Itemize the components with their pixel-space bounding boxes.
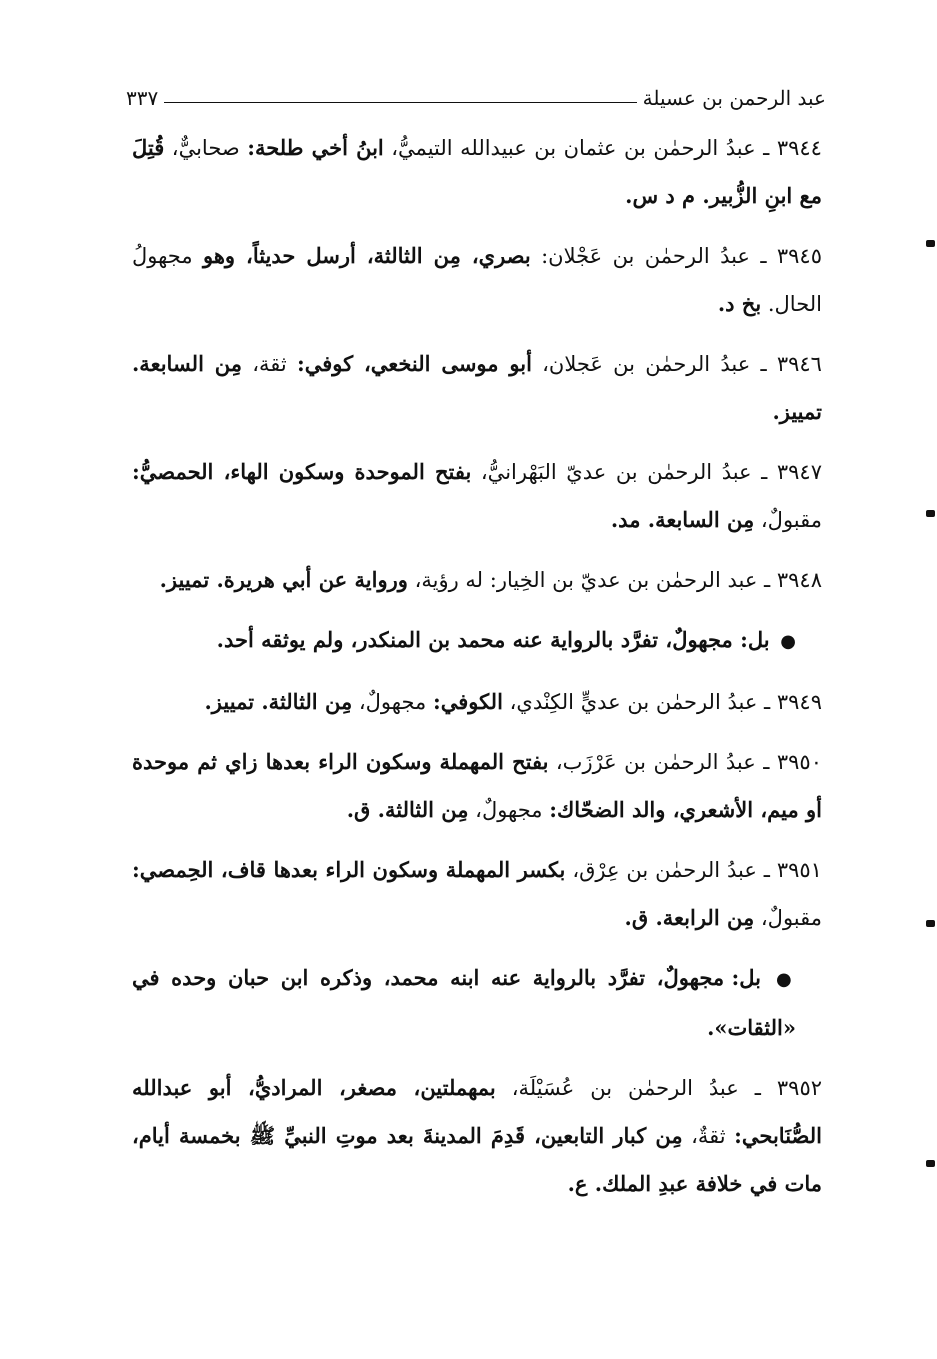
entry-number: ٣٩٥١ [776, 858, 822, 882]
header-title: عبد الرحمن بن عسيلة [642, 86, 826, 110]
entry-3947 [132, 448, 822, 544]
entry-grade: مجهولٌ، [475, 798, 543, 822]
entry-number: ٣٩٥٢ [776, 1076, 823, 1100]
entry-tail: مِن الرابعة. ق. [624, 905, 755, 930]
editor-note [132, 616, 822, 666]
bullet-icon: ● [780, 631, 796, 652]
entry-grade: مجهولٌ، [358, 690, 427, 714]
entry-tail: بخ د. [717, 291, 762, 316]
entry-number: ٣٩٤٧ [776, 460, 822, 484]
entry-name: ـ عبدُ الرحمٰن بن عَجْلان: [541, 244, 767, 268]
entry-grade: مجهولُ الحال. [132, 244, 822, 316]
entry-3949 [132, 678, 822, 726]
entry-tail: مِن السابعة. مد. [610, 507, 755, 532]
page-body [132, 124, 822, 1220]
note-text: بل: مجهولٌ، تفرَّد بالرواية عنه ابنه محمد، وذكره ابن حبان وحده في «الثقات». [132, 965, 796, 1040]
entry-grade: ثقة، [252, 352, 287, 376]
margin-tab-mark [926, 240, 935, 247]
entry-3950 [132, 738, 822, 834]
entry-3946 [132, 340, 822, 436]
entry-descriptor: الكوفي: [432, 689, 503, 714]
entry-name: ـ عبدُ الرحمٰن بن عُسَيْلَة، [511, 1076, 761, 1100]
entry-descriptor: ابنُ أخي طلحة: [247, 135, 384, 160]
entry-descriptor: أبو موسى النخعي، كوفي: [296, 351, 532, 376]
header-rule [164, 102, 636, 103]
entry-descriptor: له رؤية، [414, 568, 484, 592]
entry-descriptor: بفتح المهملة وسكون الراء بعدها زاي ثم موحدة أو ميم، الأشعري، والد الضحّاك: [132, 749, 822, 822]
entry-grade: ورواية عن أبي هريرة. تمييز. [159, 567, 408, 592]
entry-name: ـ عبدُ الرحمٰن بن عِرْق، [572, 858, 770, 882]
margin-tab-mark [926, 920, 935, 927]
entry-tail: مِن الثالثة. ق. [346, 797, 469, 822]
entry-name: ـ عبدُ الرحمٰن بن عَجلان، [542, 352, 767, 376]
entry-descriptor: بمهملتين، مصغر، المراديُّ، أبو عبدالله الصُّنَابحي: [132, 1075, 822, 1148]
entry-3952 [132, 1064, 822, 1208]
entry-number: ٣٩٤٤ [776, 136, 822, 160]
note-text: بل: مجهولٌ، تفرَّد بالرواية عنه محمد بن المنكدر، ولم يوثقه أحد. [216, 627, 770, 652]
entry-grade: ثقةٌ، [691, 1124, 726, 1148]
entry-descriptor: بصري، مِن الثالثة، أرسل حديثاً، وهو [202, 243, 531, 268]
entry-3945 [132, 232, 822, 328]
margin-tab-mark [926, 510, 935, 517]
margin-tab-mark [926, 1160, 935, 1167]
entry-3944 [132, 124, 822, 220]
entry-3948 [132, 556, 822, 604]
entry-descriptor: بكسر المهملة وسكون الراء بعدها قاف، الحِمصي: [132, 857, 566, 882]
entry-name: ـ عبدُ الرحمٰن بن عَرْزَب، [555, 750, 770, 774]
entry-grade: مقبولٌ، [760, 906, 822, 930]
entry-tail: مِن السابعة. تمييز. [132, 351, 822, 424]
entry-number: ٣٩٤٦ [776, 352, 822, 376]
entry-tail: مِن الثالثة. تمييز. [204, 689, 353, 714]
entry-number: ٣٩٤٨ [776, 568, 822, 592]
entry-number: ٣٩٤٩ [776, 690, 822, 714]
entry-number: ٣٩٤٥ [776, 244, 822, 268]
entry-tail: مِن كبار التابعين، قَدِمَ المدينةَ بعد موتِ النبيِّ ﷺ بخمسة أيام، مات في خلافة عبدِ الملك. ع. [132, 1123, 822, 1196]
entry-name: ـ عبدُ الرحمٰن بن عثمان بن عبيدالله التيميُّ، [391, 136, 770, 160]
entry-name: ـ عبدُ الرحمٰن بن عديٍّ الكِنْدي، [509, 690, 771, 714]
entry-grade: صحابيٌّ، [171, 136, 240, 160]
entry-name: ـ عبد الرحمٰن بن عديّ بن الخِيار: [489, 568, 771, 592]
entry-name: ـ عبدُ الرحمٰن بن عديّ البَهْرانيُّ، [480, 460, 768, 484]
bullet-icon: ● [775, 969, 796, 990]
editor-note [132, 954, 822, 1052]
entry-descriptor: بفتح الموحدة وسكون الهاء، الحمصيُّ: [132, 459, 472, 484]
entry-number: ٣٩٥٠ [776, 750, 822, 774]
entry-grade: مقبولٌ، [760, 508, 822, 532]
entry-tail: قُتِلَ مع ابنِ الزُّبير. م د س. [132, 135, 822, 208]
entry-3951 [132, 846, 822, 942]
running-header [126, 82, 826, 110]
page-number: ٣٣٧ [126, 86, 159, 110]
